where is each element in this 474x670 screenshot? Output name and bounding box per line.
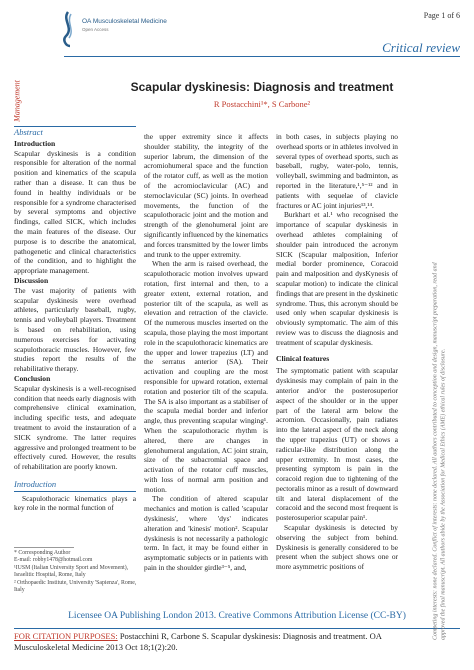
body-paragraph: in both cases, in subjects playing no overhead sports or in athletes involved in several types of overhead sports, such as baseball, rugby, water-polo, tennis, volleyball, swimming and badminton, as reported in the literature,¹,⁵⁻¹² and in patients with sequelae of clavicle fractures or AC joint injuries¹³,¹⁴. — [276, 132, 398, 210]
body-paragraph: Scapular dyskinesis is detected by observing the subject from behind. Dyskinesis is generally considered to be present when the subject shows one or more asymmetric positions of — [276, 523, 398, 572]
body-paragraph: the upper extremity since it affects shoulder stability, the integrity of the superior labrum, the dimension of the acromiohumeral space and the function of the rotator cuff, as well as the motion of the acromioclavicular (AC) and sternoclavicular (SC) joints. In overhead movements, the function of the scapulothoracic joint and the motion and strength of the glenohumeral joint are significantly influenced by the kinematics and forces transmitted by the lower limbs and trunk to the upper extremity. — [144, 132, 268, 259]
citation-text: Postacchini R, Carbone S. Scapular dyskinesis: Diagnosis and treatment. OA Musculoskeletal Medicine 2013 Oct 18;1(2):20. — [14, 631, 382, 652]
affiliation-1: ¹IUSM (Italian University Sport and Movement), Israelitic Hospital, Rome, Italy — [14, 564, 129, 579]
body-paragraph: Burkhart et al.¹ who recognised the importance of scapular dyskinesis in overhead athletes complaining of shoulder pain introduced the acronym SICK (Scapular malposition, Inferior medial border prominence, Coracoid pain and malposition and dysKynesis of scapular motion) to indicate the clinical findings that are present in the dyskinetic syndrome. Thus, this acronym should be used only when scapular dyskinesis is obviously symptomatic. The aim of this review was to discuss the diagnosis and treatment of scapular dyskinesis. — [276, 210, 398, 347]
section-label: Critical review — [382, 40, 460, 55]
body-paragraph: When the arm is raised overhead, the scapulothoracic motion involves upward rotation, first internal and then, to a greater extent, external rotation, and posterior tilt of the scapula, as well as elevation and retraction of the clavicle. Of the numerous muscles inserted on the scapula, those playing the most important role in the scapulothoracic kinematics are the upper and lower trapezius (LT) and the serratus anterior (SA). Their activation and coupling are the most responsible for upward rotation, external rotation and posterior tilt of the scapula. The SA is also important as a stabiliser of the scapula medial border and inferior angle, thus preventing scapular winging¹. When the scapulothoracic rhythm is altered, there are changes in glenohumeral angulation, AC joint strain, size of the subacromial space and activation of the rotator cuff muscles, with loss of normal arm position and motion. — [144, 259, 268, 494]
journal-open-access: Open Access — [82, 27, 109, 32]
affiliation-2: ² Orthopaedic Institute, University 'Sapienza', Rome, Italy — [14, 579, 137, 594]
introduction-heading: Introduction — [14, 480, 136, 492]
citation — [14, 631, 438, 652]
abstract-intro-text: Scapular dyskinesis is a condition responsible for alteration of the normal position and kinematics of the scapula rather than a disease. It can thus be found in healthy individuals or be responsible for a syndrome characterised by several symptoms and objective findings, called SICK, which includes the main features of the disease. Our purpose is to describe the anatomical, pathogenetic and clinical characteristics of the condition, and to highlight the appropriate management. — [14, 148, 136, 276]
author-email: E-mail: robby1478@hotmail.com — [14, 557, 93, 564]
footnote-rule — [14, 547, 74, 548]
journal-logo-icon — [60, 10, 76, 48]
citation-rule — [14, 628, 460, 629]
header-rule — [64, 56, 460, 57]
column-1 — [14, 126, 136, 513]
introduction-text: Scapulothoracic kinematics plays a key role in the normal function of — [14, 493, 136, 513]
page-number: Page 1 of 6 — [423, 11, 460, 20]
abstract-conclusion-text: Scapular dyskinesis is a well-recognised condition that needs early diagnosis with comprehensive clinical examination, including specific tests, and adequate treatment to avoid the instauration of a SICK syndrome. The latter requires aggressive and prolonged treatment to be effectively cured. However, the results of rehabilitation are poorly known. — [14, 383, 136, 472]
article-title: Scapular dyskinesis: Diagnosis and treatment — [130, 80, 394, 94]
citation-label: FOR CITATION PURPOSES: — [14, 631, 118, 641]
journal-name: OA Musculoskeletal Medicine — [82, 18, 167, 25]
footnotes — [14, 550, 139, 594]
clinical-features-heading: Clinical features — [276, 353, 330, 363]
abstract-discussion-text: The vast majority of patients with scapular dyskinesis were overhead athletes, particularly baseball, rugby, tennis and volleyball players. Treatment is based on rehabilitation, using numerous exercises for activating scapulothoracic muscles. However, few studies report the results of the rehabilitative therapy. — [14, 285, 136, 374]
abstract-intro-heading: Introduction — [14, 138, 56, 148]
abstract-discussion-heading: Discussion — [14, 275, 49, 285]
disclosure-text: Competing interests: none declared. Conflict of interests: none declared. All authors contributed to conception and design, manuscript preparation, read and approved the final manuscript. All authors abide by the Association for Medical Ethics (AME) ethical rules of disclosure. — [432, 262, 446, 640]
column-3 — [276, 132, 398, 572]
body-paragraph: The symptomatic patient with scapular dyskinesis may complain of pain in the anterior and/or the posterosuperior aspect of the shoulder or in the upper part of the lateral arm below the acromion. Occasionally, pain radiates into the lateral aspect of the neck along the upper trapezius (UT) or shows a radicular-like distribution along the upper extremity. In most cases, the presenting symptom is pain in the coracoid region due to tightening of the pectoralis minor as a result of downward tilt and lateral displacement of the coracoid and the second most frequent is posterosuperior scapular pain¹. — [276, 366, 398, 523]
sidebar-disclosure — [412, 240, 468, 640]
category-label — [12, 68, 22, 133]
column-2 — [144, 132, 268, 573]
license-text: Licensee OA Publishing London 2013. Creative Commons Attribution License (CC-BY) — [68, 611, 406, 621]
journal-logo — [60, 10, 190, 50]
abstract-heading: Abstract — [14, 126, 136, 138]
abstract-conclusion-heading: Conclusion — [14, 373, 51, 383]
corresponding-author: * Corresponding Author — [14, 550, 71, 556]
article-authors: R Postacchini¹*, S Carbone² — [213, 99, 311, 109]
body-paragraph: The condition of altered scapular mechanics and motion is called 'scapular dyskinesis', where 'dys' indicates alteration and 'kinesis' motion². Scapular dyskinesis is not necessarily a pathologic term. In fact, it may be found either in asymptomatic subjects or in patients with pain in the shoulder girdle³⁻⁵, and, — [144, 494, 268, 573]
category-text: Management — [12, 79, 22, 122]
